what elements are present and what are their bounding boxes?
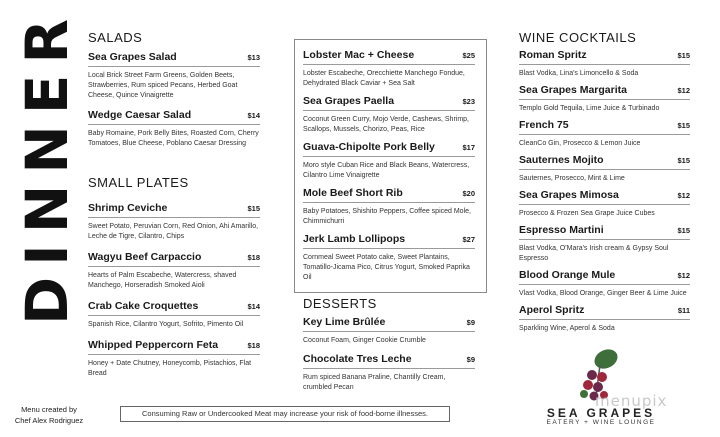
- menu-item: [303, 95, 475, 135]
- menu-item: [303, 187, 475, 227]
- item-name: Lobster Mac + Cheese: [303, 49, 415, 61]
- menu-item: [303, 316, 475, 346]
- item-description: Hearts of Palm Escabeche, Watercress, shaved Manchego, Horseradish Smoked Aioli: [88, 272, 237, 289]
- item-name: Key Lime Brûlée: [303, 316, 386, 328]
- item-description: Blast Vodka, O'Mara's Irish cream & Gypsy Soul Espresso: [519, 245, 669, 262]
- item-name: Chocolate Tres Leche: [303, 353, 412, 365]
- menu-item: [88, 251, 260, 291]
- item-name: Sea Grapes Paella: [303, 95, 395, 107]
- item-price: $18: [247, 253, 260, 262]
- menu-item: [88, 300, 260, 330]
- item-price: $14: [247, 302, 260, 311]
- wine-cocktails-column: [519, 30, 690, 334]
- wine-cocktails-title: WINE COCKTAILS: [519, 30, 637, 45]
- item-price: $12: [677, 191, 690, 200]
- brand-tagline: EATERY + WINE LOUNGE: [546, 419, 656, 426]
- menu-item: [519, 269, 690, 299]
- item-name: Sea Grapes Margarita: [519, 84, 627, 96]
- item-description: Rum spiced Banana Praline, Chantilly Cream, crumbled Pecan: [303, 374, 446, 391]
- item-name: Wedge Caesar Salad: [88, 109, 192, 121]
- item-price: $13: [247, 53, 260, 62]
- item-price: $15: [677, 226, 690, 235]
- item-description: Cornmeal Sweet Potato cake, Sweet Plantains, Tomatillo-Jicama Pico, Citrus Yogurt, Smoked Paprika Oil: [303, 254, 470, 281]
- item-name: French 75: [519, 119, 569, 131]
- item-price: $27: [462, 235, 475, 244]
- item-price: $9: [466, 355, 475, 364]
- credit-line-2: Chef Alex Rodriguez: [14, 416, 84, 425]
- item-price: $15: [677, 156, 690, 165]
- menu-item: [519, 189, 690, 219]
- small-plates-title: SMALL PLATES: [88, 175, 189, 190]
- item-price: $15: [247, 204, 260, 213]
- credit-line-1: Menu created by: [21, 405, 77, 414]
- item-description: Coconut Foam, Ginger Cookie Crumble: [303, 337, 426, 344]
- item-name: Crab Cake Croquettes: [88, 300, 199, 312]
- mains-column: [303, 49, 475, 283]
- item-description: Local Brick Street Farm Greens, Golden Beets, Strawberries, Rum spiced Pecans, Herbed Goat Cheese, Quince Vinaigrette: [88, 72, 238, 99]
- menu-credit: [4, 404, 94, 426]
- item-price: $12: [677, 271, 690, 280]
- item-description: CleanCo Gin, Prosecco & Lemon Juice: [519, 140, 641, 147]
- item-price: $18: [247, 341, 260, 350]
- item-description: Sweet Potato, Peruvian Corn, Red Onion, Ahi Amarillo, Leche de Tigre, Cilantro, Chips: [88, 223, 259, 240]
- menu-item: [519, 304, 690, 334]
- item-price: $14: [247, 111, 260, 120]
- food-safety-notice: Consuming Raw or Undercooked Meat may increase your risk of food-borne illnesses.: [120, 406, 450, 422]
- menu-item: [303, 141, 475, 181]
- item-name: Guava-Chipolte Pork Belly: [303, 141, 435, 153]
- item-name: Espresso Martini: [519, 224, 604, 236]
- menu-item: [303, 233, 475, 283]
- menu-item: [88, 109, 260, 149]
- menu-item: [519, 49, 690, 79]
- item-price: $23: [462, 97, 475, 106]
- menu-item: [519, 84, 690, 114]
- item-description: Coconut Green Curry, Mojo Verde, Cashews, Shrimp, Scallops, Mussels, Chorizo, Peas, Rice: [303, 116, 469, 133]
- menu-item: [519, 224, 690, 264]
- item-price: $20: [462, 189, 475, 198]
- item-name: Mole Beef Short Rib: [303, 187, 403, 199]
- menu-item: [519, 154, 690, 184]
- salads-title: SALADS: [88, 30, 143, 45]
- item-price: $9: [466, 318, 475, 327]
- item-name: Whipped Peppercorn Feta: [88, 339, 219, 351]
- item-description: Baby Potatoes, Shishito Peppers, Coffee spiced Mole, Chimmichurri: [303, 208, 471, 225]
- item-description: Prosecco & Frozen Sea Grape Juice Cubes: [519, 210, 655, 217]
- item-name: Jerk Lamb Lollipops: [303, 233, 406, 245]
- item-description: Baby Romaine, Pork Belly Bites, Roasted Corn, Cherry Tomatoes, Blue Cheese, Poblano Caesar Dressing: [88, 130, 259, 147]
- desserts-column: [303, 296, 475, 393]
- item-name: Wagyu Beef Carpaccio: [88, 251, 202, 263]
- desserts-title: DESSERTS: [303, 296, 377, 311]
- item-price: $17: [462, 143, 475, 152]
- item-price: $11: [677, 306, 690, 315]
- item-description: Vlast Vodka, Blood Orange, Ginger Beer & Lime Juice: [519, 290, 687, 297]
- menu-item: [303, 353, 475, 393]
- menu-item: [88, 51, 260, 101]
- dinner-heading: DINNER: [13, 7, 81, 325]
- item-description: Sparkling Wine, Aperol & Soda: [519, 325, 615, 332]
- item-description: Lobster Escabeche, Orecchiette Manchego Fondue, Dehydrated Black Caviar + Sea Salt: [303, 70, 465, 87]
- item-price: $15: [677, 121, 690, 130]
- menu-item: [88, 339, 260, 379]
- item-name: Blood Orange Mule: [519, 269, 616, 281]
- item-name: Sauternes Mojito: [519, 154, 604, 166]
- item-description: Templo Gold Tequila, Lime Juice & Turbinado: [519, 105, 660, 112]
- item-description: Sauternes, Prosecco, Mint & Lime: [519, 175, 625, 182]
- item-name: Shrimp Ceviche: [88, 202, 168, 214]
- item-description: Spanish Rice, Cilantro Yogurt, Sofrito, Pimento Oil: [88, 321, 244, 328]
- menu-item: [88, 202, 260, 242]
- item-name: Sea Grapes Mimosa: [519, 189, 619, 201]
- item-name: Roman Spritz: [519, 49, 587, 61]
- item-price: $12: [677, 86, 690, 95]
- item-price: $25: [462, 51, 475, 60]
- left-column: [88, 30, 260, 379]
- menu-item: [519, 119, 690, 149]
- item-price: $15: [677, 51, 690, 60]
- item-description: Honey + Date Chutney, Honeycomb, Pistachios, Flat Bread: [88, 360, 252, 377]
- item-description: Moro style Cuban Rice and Black Beans, Watercress, Cilantro Lime Vinaigrette: [303, 162, 470, 179]
- item-name: Sea Grapes Salad: [88, 51, 177, 63]
- item-name: Aperol Spritz: [519, 304, 585, 316]
- menu-item: [303, 49, 475, 89]
- brand-name: SEA GRAPES: [546, 406, 656, 420]
- watermark: menupix: [595, 392, 668, 410]
- item-description: Blast Vodka, Lina's Limoncello & Soda: [519, 70, 639, 77]
